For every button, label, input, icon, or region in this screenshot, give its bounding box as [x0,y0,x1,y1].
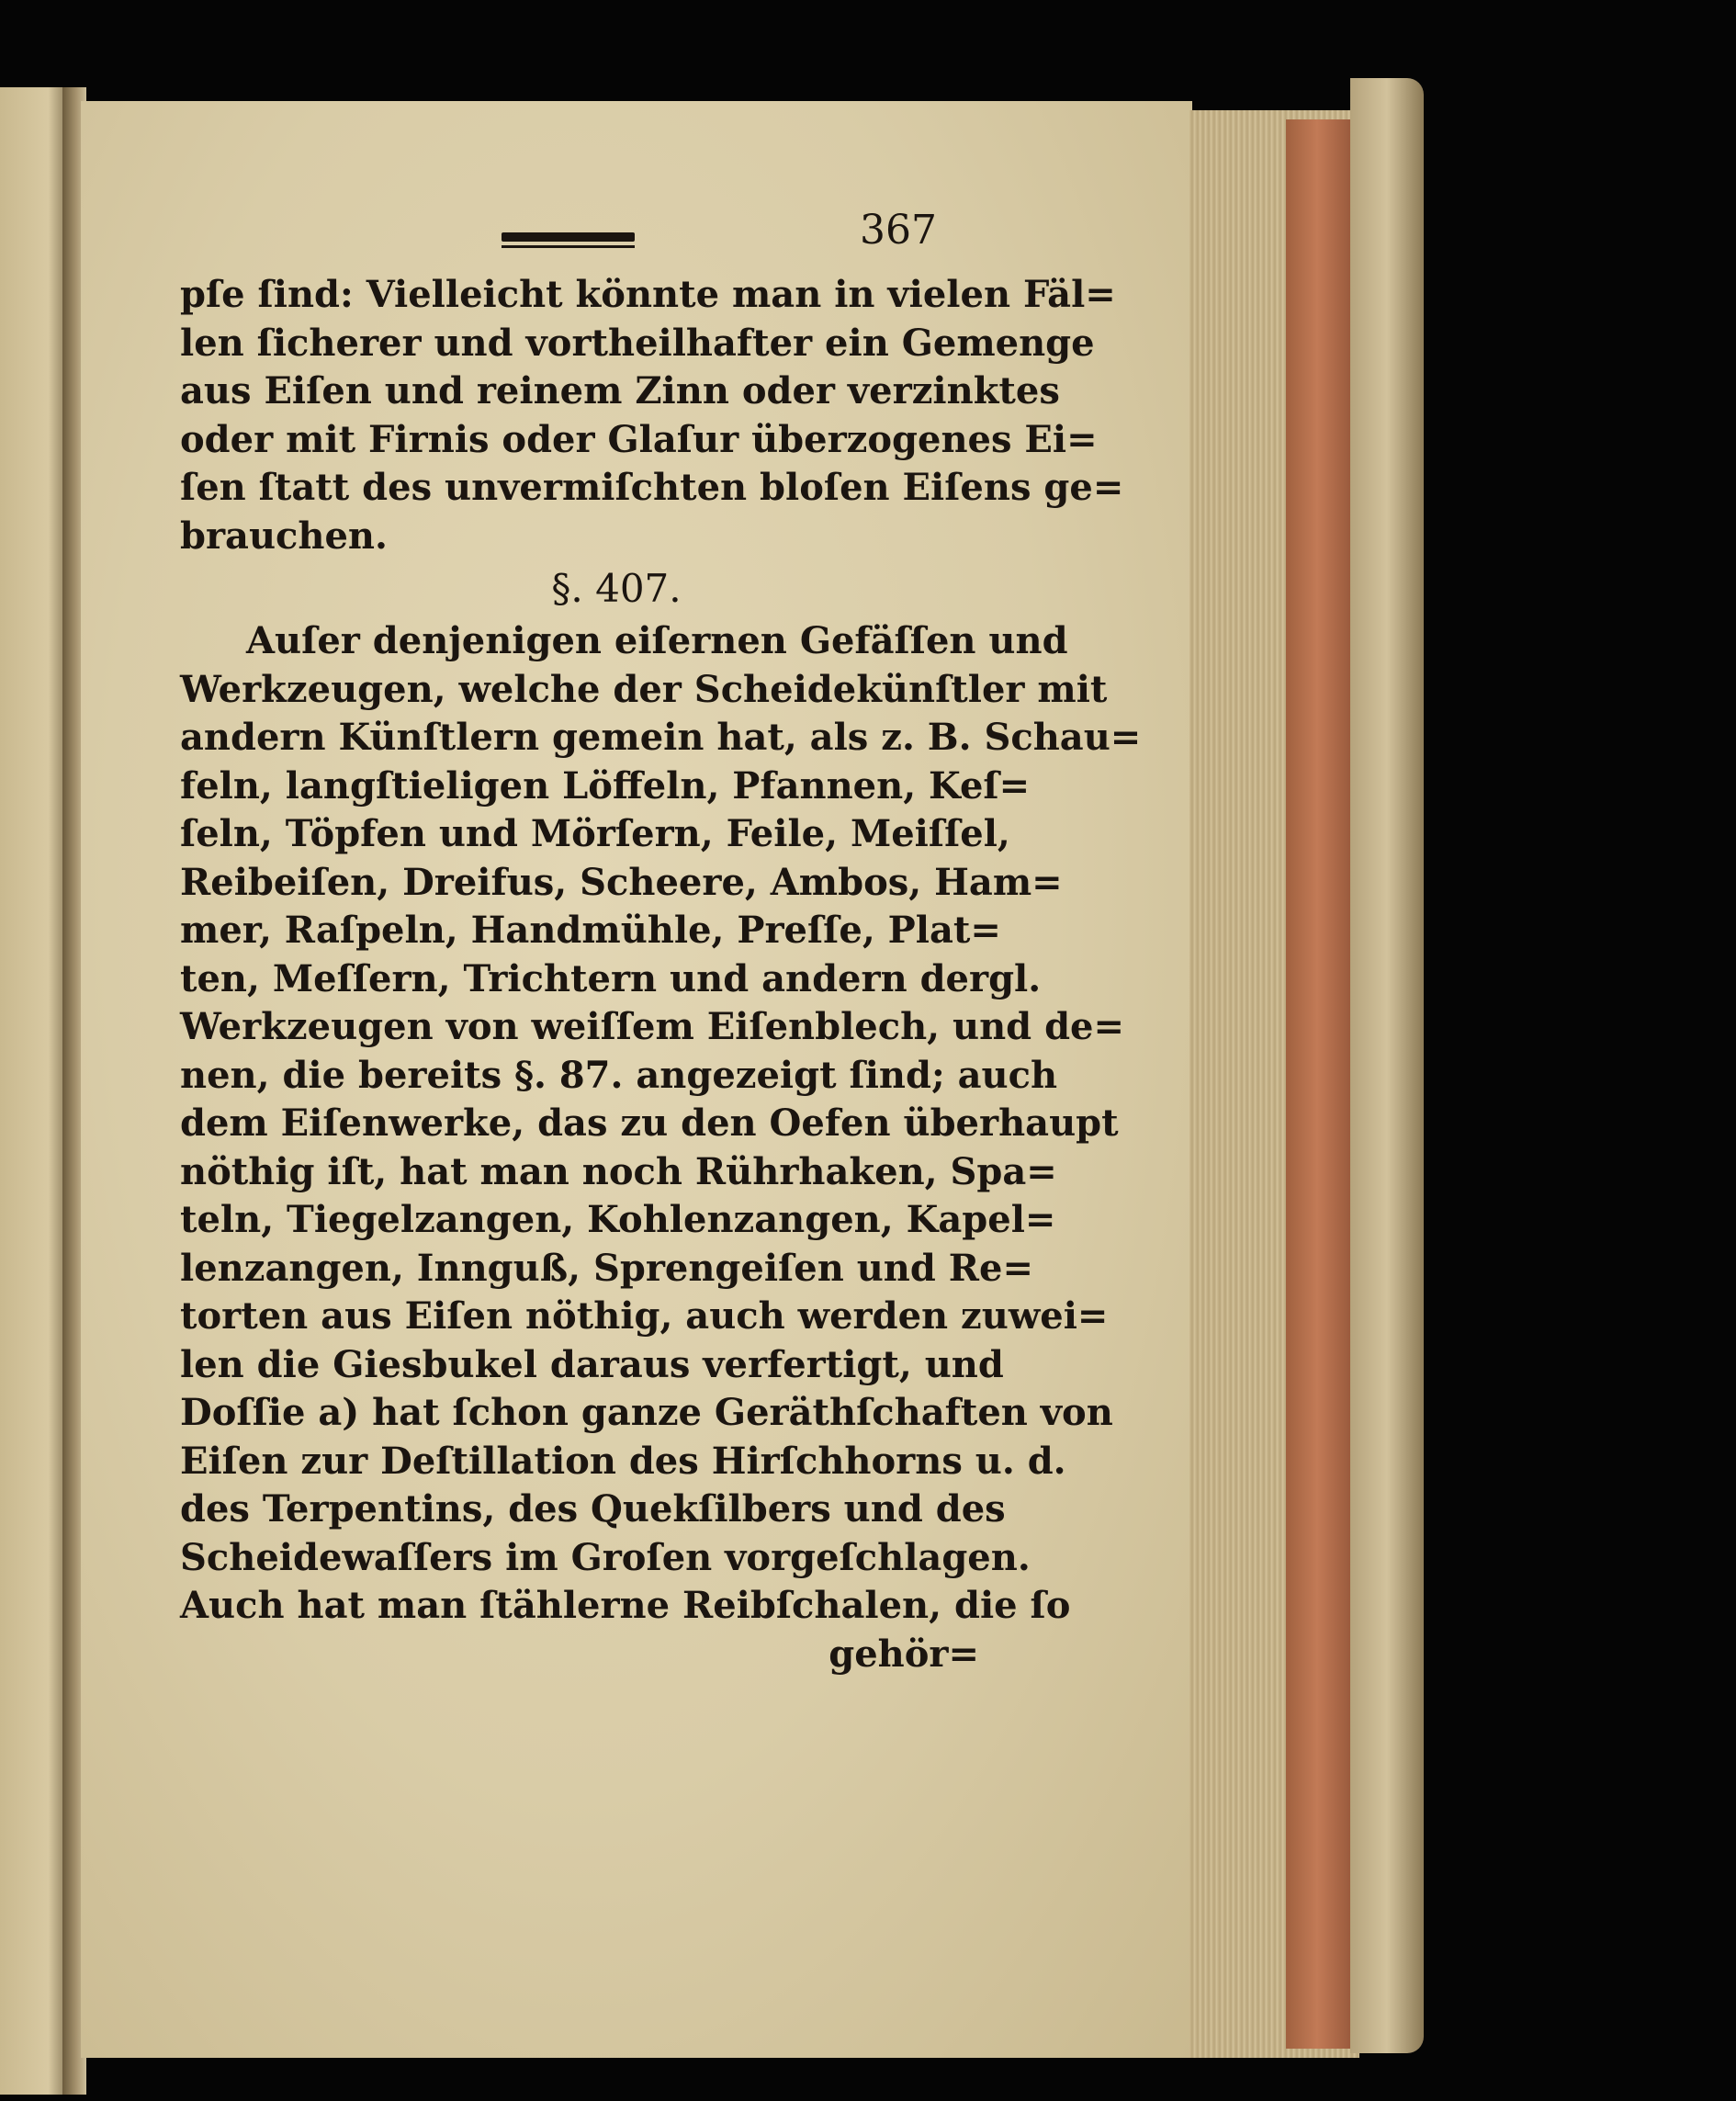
catchword: gehör= [829,1632,979,1676]
text-line: Scheidewaſſers im Groſen vorgeſchlagen. [180,1535,1031,1579]
page-number: 367 [860,207,937,254]
text-line: Eiſen zur Deſtillation des Hirſchhorns u. d. [180,1439,1066,1483]
header-rule [502,232,635,242]
text-line: Auſer denjenigen eiſernen Gefäſſen und [246,619,1068,662]
text-line: Doſſie a) hat ſchon ganze Geräthſchaften von [180,1391,1113,1434]
text-line: ten, Meſſern, Trichtern und andern dergl. [180,956,1042,1000]
text-line: des Terpentins, des Quekſilbers und des [180,1487,1006,1531]
paragraph-section-407 [180,617,1142,1678]
text-line: len die Giesbukel daraus verfertigt, und [180,1342,1004,1386]
text-line: torten aus Eiſen nöthig, auch werden zuwei= [180,1294,1109,1338]
page-text-block [180,207,1142,1678]
text-line: aus Eiſen und reinem Zinn oder verzinktes [180,369,1060,412]
text-line: ſen ſtatt des unvermiſchten bloſen Eiſens ge= [180,466,1124,509]
text-line: teln, Tiegelzangen, Kohlenzangen, Kapel= [180,1198,1056,1241]
text-line: andern Künſtlern gemein hat, als z. B. Schau= [180,716,1142,759]
text-line: Reibeiſen, Dreifus, Scheere, Ambos, Ham= [180,860,1063,904]
text-line: len ſicherer und vortheilhafter ein Gemenge [180,321,1095,365]
text-line: lenzangen, Innguß, Sprengeiſen und Re= [180,1246,1033,1290]
section-heading: §. 407. [551,566,682,611]
text-line: mer, Raſpeln, Handmühle, Preſſe, Plat= [180,909,1001,952]
text-line: oder mit Firnis oder Glaſur überzogenes Ei= [180,417,1098,461]
running-header [180,207,979,271]
text-line: Werkzeugen, welche der Scheidekünſtler mit [180,667,1108,711]
text-line: ſeln, Töpfen und Mörſern, Feile, Meiſſel, [180,812,1010,855]
left-page-edge [0,87,69,2095]
paragraph-continuation [180,271,1124,560]
text-line: nöthig iſt, hat man noch Rührhaken, Spa= [180,1149,1057,1193]
text-line: nen, die bereits §. 87. angezeigt ſind; auch [180,1053,1058,1097]
text-line: pſe ſind: Vielleicht könnte man in vielen Fäl= [180,273,1116,316]
text-line: feln, langſtieligen Löffeln, Pfannen, Keſ= [180,763,1031,808]
text-line: Werkzeugen von weiſſem Eiſenblech, und de= [180,1005,1125,1048]
text-line: brauchen. [180,514,388,558]
book-cover-edge [1350,78,1424,2053]
text-line: Auch hat man ſtählerne Reibſchalen, die ſo [180,1584,1071,1627]
text-line: dem Eiſenwerke, das zu den Oefen überhaupt [180,1101,1119,1145]
